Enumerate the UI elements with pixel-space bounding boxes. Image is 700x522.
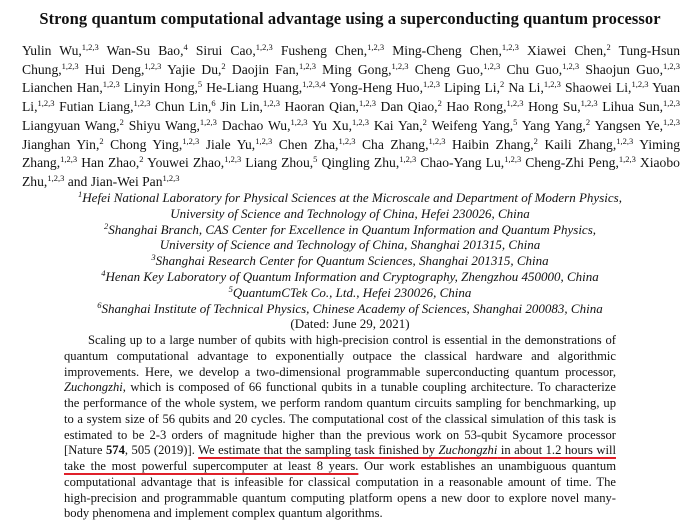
author-name: Chen Zha <box>278 136 336 152</box>
author-affiliation-marks: 1,2,3 <box>506 98 524 109</box>
author <box>506 62 579 77</box>
author <box>59 99 150 114</box>
author-affiliation-marks: 1,2,3 <box>37 98 55 109</box>
author <box>525 155 636 170</box>
author <box>22 118 124 133</box>
author <box>155 99 216 114</box>
author-separator: , <box>425 136 429 152</box>
author-name: Liang Zhou <box>245 155 310 171</box>
author-separator: , <box>363 43 368 58</box>
author-separator: , <box>140 61 145 77</box>
author-separator: , <box>419 80 423 96</box>
author-separator: , <box>58 61 62 77</box>
author <box>196 43 273 58</box>
author-name: Dachao Wu <box>221 117 288 133</box>
author-affiliation-marks: 1,2,3 <box>616 135 634 146</box>
author-separator: , <box>135 155 140 171</box>
author-name: Ming-Cheng Chen <box>392 43 499 58</box>
author-affiliation-marks: 1,2,3 <box>422 79 440 90</box>
author-affiliation-marks: 2 <box>585 116 591 127</box>
affiliation-line <box>0 237 700 253</box>
author-name: Yulin Wu <box>22 43 79 58</box>
author-affiliation-marks: 2 <box>437 98 442 109</box>
abstract <box>64 333 616 522</box>
author-name: Liping Li <box>444 80 497 96</box>
author-name: Hui Deng <box>84 61 141 77</box>
author <box>22 80 120 95</box>
author <box>585 62 680 77</box>
author <box>279 137 356 152</box>
author-separator: , <box>355 99 359 115</box>
author-name: Cheng-Zhi Peng <box>525 155 616 171</box>
author-separator: , <box>582 117 586 133</box>
author-name: Xiawei Chen <box>527 43 604 58</box>
author <box>206 80 325 95</box>
affiliation-number: 4 <box>101 267 106 278</box>
author-separator: , <box>558 61 563 77</box>
author-affiliation-marks: 1,2,3 <box>144 60 162 71</box>
author <box>281 43 384 58</box>
author <box>124 80 202 95</box>
journal-volume: 574 <box>105 443 125 458</box>
author <box>85 62 161 77</box>
affiliation-line <box>0 190 700 206</box>
author-affiliation-marks: 2 <box>499 79 505 90</box>
author <box>452 137 538 152</box>
author-affiliation-marks: 1,2,3 <box>102 79 120 90</box>
author-name: Hong Su <box>528 99 578 115</box>
author-affiliation-marks: 1,2,3 <box>562 60 580 71</box>
abstract-text-1: Scaling up to a large number of qubits with high-precision control is essential in the demonstrations of quantum computational advantage to exponentially outpace the classical hardware and algorithmic improvements. Here, we develop a two-dimensional programmable superconducting quantum processor, <box>64 333 616 379</box>
author-separator: , <box>503 99 507 115</box>
author <box>285 99 376 114</box>
author-name: Haibin Zhang <box>452 136 531 152</box>
author-affiliation-marks: 1,2,3 <box>224 154 242 165</box>
author <box>432 118 518 133</box>
author <box>81 155 143 170</box>
author-separator: , <box>479 61 484 77</box>
author <box>232 62 316 77</box>
author <box>446 99 523 114</box>
affiliation-text: Shanghai Branch, CAS Center for Excellence in Quantum Information and Quantum Physics, <box>108 221 597 237</box>
author <box>444 80 504 95</box>
author-name: Yong-Heng Huo <box>329 80 420 96</box>
author <box>374 118 427 133</box>
affiliation-number: 5 <box>228 283 233 294</box>
author <box>381 99 442 114</box>
author <box>528 99 598 114</box>
author-separator: , <box>628 80 632 96</box>
author-affiliation-marks: 1,2,3 <box>618 154 636 165</box>
author-name: Shaojun Guo <box>585 61 660 77</box>
author-affiliation-marks: 1,2,3 <box>367 42 385 52</box>
author-affiliation-marks: 1,2,3 <box>631 79 649 90</box>
author <box>312 118 369 133</box>
affiliation-line <box>0 253 700 269</box>
affiliation-number: 2 <box>103 220 109 231</box>
author-name: Chu Guo <box>506 61 559 77</box>
author-name: Jiale Yu <box>205 136 252 152</box>
author-affiliation-marks: 1,2,3 <box>504 154 522 165</box>
author-separator: , <box>295 61 299 77</box>
author-name: Wan-Su Bao <box>106 43 181 58</box>
author-name: Ming Gong <box>322 61 389 77</box>
author-separator: , <box>196 117 200 133</box>
author-name: Lihua Sun <box>602 99 660 115</box>
author-affiliation-marks: 1,2,3 <box>298 60 316 71</box>
author <box>222 118 308 133</box>
author-name: Shaowei Li <box>565 80 629 96</box>
author-separator: , <box>659 117 664 133</box>
affiliation-number: 1 <box>78 189 83 199</box>
author-separator: , <box>298 80 303 96</box>
author-affiliation-marks: 1,2,3 <box>199 116 217 127</box>
author-separator: , <box>99 80 103 96</box>
author-separator: , <box>500 155 505 171</box>
highlighted-processor-name: Zuchongzhi <box>438 443 498 458</box>
abstract-text-2: , which is composed of 66 functional qubits in a tunable coupling architecture. To characterize the performance of the whole system, we perform random quantum circuits sampling for benchmarking, up to a system size of 56 qubits and 20 cycles. The computational cost of the classical simulation of this task is estimated to be 2-3 orders of magnitude higher than the previous work on 53-qubit Sycamore processor [Nature <box>64 380 616 458</box>
author-separator: , <box>43 173 48 189</box>
author <box>167 62 226 77</box>
author-separator: , <box>419 117 423 133</box>
affiliations <box>0 190 700 332</box>
author-name: Yiming Zhang <box>22 136 681 171</box>
author-affiliation-marks: 1,2,3 <box>47 172 65 183</box>
author-name: Cheng Guo <box>414 61 480 77</box>
author-separator: , <box>496 80 500 96</box>
author-affiliation-marks: 1,2,3 <box>358 98 376 109</box>
author <box>220 99 280 114</box>
author <box>206 137 272 152</box>
author <box>22 137 104 152</box>
author-affiliation-marks: 6 <box>211 98 216 109</box>
author-name: Futian Liang <box>59 99 131 115</box>
author-affiliation-marks: 1,2,3 <box>351 116 369 127</box>
author-affiliation-marks: 2 <box>606 42 611 52</box>
author-separator: , <box>78 43 82 58</box>
author-affiliation-marks: 1,2,3 <box>391 60 409 71</box>
author-name: Jianghan Yin <box>22 136 96 152</box>
affiliation-text: University of Science and Technology of China, Shanghai 201315, China <box>159 237 541 253</box>
author-name: Chun Lin <box>155 99 208 115</box>
author-separator: , <box>335 136 339 152</box>
author <box>329 80 440 95</box>
highlighted-claim-end: in about 1.2 hours will take the most powerful supercomputer at least 8 years. <box>64 443 616 473</box>
author <box>107 43 188 58</box>
author <box>508 80 560 95</box>
affiliation-text: University of Science and Technology of China, Hefei 230026, China <box>170 205 530 221</box>
author-separator: , <box>498 43 502 58</box>
author <box>129 118 217 133</box>
author-separator: , <box>615 155 619 171</box>
author-name: He-Liang Huang <box>206 80 299 96</box>
author-affiliation-marks: 2 <box>221 60 226 71</box>
author-separator: , <box>180 43 184 58</box>
author-affiliation-marks: 1,2,3 <box>663 60 681 71</box>
author-separator: , <box>540 80 544 96</box>
affiliation-number: 6 <box>97 299 102 310</box>
author <box>415 62 501 77</box>
affiliation-line <box>0 301 700 317</box>
author-separator: , <box>577 99 581 115</box>
author <box>22 43 99 58</box>
author-name: Jin Lin <box>220 99 260 115</box>
author-separator: , <box>116 117 120 133</box>
author-affiliation-marks: 1,2,3 <box>580 98 598 109</box>
author-affiliation-marks: 5 <box>197 79 203 90</box>
author <box>595 118 681 133</box>
affiliation-text: QuantumCTek Co., Ltd., Hefei 230026, China <box>232 284 472 300</box>
abstract-text-4: Our work establishes an unambiguous quantum computational advantage that is infeasible for classical computation in a reasonable amount of time. The high-precision and programmable quantum computing platform opens a new door to explore novel many-body phenomena and implement complex quantum algorithms. <box>64 459 616 521</box>
author <box>322 62 408 77</box>
author-name: Liangyuan Wang <box>22 117 117 133</box>
author-name: Shiyu Wang <box>128 117 197 133</box>
author <box>110 137 199 152</box>
author-separator: , <box>348 117 352 133</box>
author-name: Xiaobo Zhu <box>22 155 680 189</box>
author-affiliation-marks: 1,2,3 <box>255 42 273 52</box>
author-separator: , <box>659 99 664 115</box>
affiliation-text: Hefei National Laboratory for Physical Sciences at the Microscale and Department of Modern Physics, <box>82 190 622 205</box>
author-separator: , <box>434 99 438 115</box>
author-separator: , <box>509 117 514 133</box>
author-name: Haoran Qian <box>284 99 356 115</box>
author-affiliation-marks: 1,2,3 <box>428 135 446 146</box>
affiliation-list <box>0 190 700 316</box>
author-separator: , <box>603 43 607 58</box>
author-separator: , <box>287 117 291 133</box>
author-name: Yang Yang <box>521 117 583 133</box>
author-affiliation-marks: 2 <box>139 154 144 165</box>
author-affiliation-marks: 1,2,3 <box>338 135 356 146</box>
affiliation-text: Henan Key Laboratory of Quantum Information and Cryptography, Zhengzhou 450000, China <box>105 268 599 284</box>
author-affiliation-marks: 5 <box>313 154 318 165</box>
author-affiliation-marks: 1,2,3 <box>663 98 681 109</box>
author <box>362 137 446 152</box>
author <box>420 155 521 170</box>
author-separator: , <box>259 99 263 115</box>
author-affiliation-marks: 2 <box>99 135 104 146</box>
author-name: Chao-Yang Lu <box>420 155 501 171</box>
author-name: Yangsen Ye <box>594 117 660 133</box>
author-name: Fusheng Chen <box>280 43 364 58</box>
author <box>68 174 180 189</box>
author <box>544 137 633 152</box>
affiliation-line <box>0 269 700 285</box>
author-name: Kai Yan <box>373 117 420 133</box>
affiliation-line <box>0 285 700 301</box>
author-name: Na Li <box>508 80 541 96</box>
author-affiliation-marks: 1,2,3 <box>61 60 79 71</box>
author-separator: , <box>34 99 38 115</box>
processor-name: Zuchongzhi <box>64 380 123 395</box>
author-affiliation-marks: 1,2,3 <box>501 42 519 52</box>
author <box>527 43 611 58</box>
author-affiliation-marks: 1,2,3 <box>663 116 681 127</box>
author-name: Youwei Zhao <box>147 155 221 171</box>
affiliation-line <box>0 206 700 222</box>
author-separator: , <box>208 99 212 115</box>
author-separator: , <box>218 61 222 77</box>
author-affiliation-marks: 2 <box>119 116 124 127</box>
author-separator: , <box>530 136 534 152</box>
author-separator: , <box>612 136 617 152</box>
author-affiliation-marks: 1,2,3,4 <box>302 79 326 90</box>
author-affiliation-marks: 1,2,3 <box>255 135 273 146</box>
author-separator: , <box>56 155 61 171</box>
author-affiliation-marks: 1,2,3 <box>290 116 308 127</box>
highlighted-claim-start: We estimate that the sampling task finished by <box>198 443 439 458</box>
author-separator: , <box>395 155 400 171</box>
author-separator: , <box>95 136 100 152</box>
author-name: Kaili Zhang <box>544 136 613 152</box>
author-affiliation-marks: 1,2,3 <box>543 79 561 90</box>
affiliation-text: Shanghai Institute of Technical Physics, Chinese Academy of Sciences, Shanghai 200083, China <box>101 300 603 316</box>
abstract-text-3: , 505 (2019)]. <box>124 443 199 458</box>
affiliation-number: 3 <box>151 252 156 263</box>
author-name: Yajie Du <box>167 61 219 77</box>
author-separator: , <box>194 80 198 96</box>
author-affiliation-marks: 1,2,3 <box>162 172 180 183</box>
author-separator: , <box>388 61 392 77</box>
author-affiliation-marks: 2 <box>422 116 427 127</box>
affiliation-text: Shanghai Research Center for Quantum Sciences, Shanghai 201315, China <box>155 253 549 269</box>
abstract-paragraph <box>64 333 616 522</box>
paper-date: (Dated: June 29, 2021) <box>290 316 410 332</box>
author-name: Han Zhao <box>81 155 136 171</box>
author <box>602 99 680 114</box>
author <box>245 155 317 170</box>
author-separator: , <box>251 136 256 152</box>
author <box>522 118 590 133</box>
author-name: Dan Qiao <box>380 99 435 115</box>
author-name: and Jian-Wei Pan <box>67 173 163 189</box>
author-affiliation-marks: 1,2,3 <box>182 135 200 146</box>
affiliation-line <box>0 222 700 238</box>
author-affiliation-marks: 1,2,3 <box>399 154 417 165</box>
author-name: Tung-Hsun Chung <box>22 43 681 77</box>
author-affiliation-marks: 1,2,3 <box>483 60 501 71</box>
author-name: Yu Xu <box>311 117 349 133</box>
author-name: Linyin Hong <box>123 80 195 96</box>
author-name: Daojin Fan <box>231 61 296 77</box>
author-affiliation-marks: 1,2,3 <box>81 42 99 52</box>
author-name: Lianchen Han <box>22 80 100 96</box>
author-separator: , <box>178 136 183 152</box>
author-name: Qingling Zhu <box>321 155 396 171</box>
author-name: Yuan Li <box>22 80 681 115</box>
author-affiliation-marks: 2 <box>533 135 538 146</box>
author <box>322 155 417 170</box>
author-name: Hao Rong <box>446 99 504 115</box>
author-affiliation-marks: 1,2,3 <box>133 98 151 109</box>
author <box>147 155 241 170</box>
author-list <box>22 42 680 192</box>
author-name: Sirui Cao <box>195 43 253 58</box>
author-affiliation-marks: 5 <box>513 116 518 127</box>
author-name: Cha Zhang <box>361 136 426 152</box>
author-name: Weifeng Yang <box>431 117 510 133</box>
author-separator: , <box>130 99 134 115</box>
author-affiliation-marks: 1,2,3 <box>262 98 280 109</box>
author-name: Chong Ying <box>110 136 179 152</box>
author-separator: , <box>252 43 256 58</box>
author-affiliation-marks: 4 <box>183 42 188 52</box>
author-separator: , <box>659 61 664 77</box>
paper-title: Strong quantum computational advantage using a superconducting quantum processor <box>39 9 661 28</box>
author-separator: , <box>220 155 225 171</box>
author-affiliation-marks: 1,2,3 <box>60 154 78 165</box>
author <box>392 43 519 58</box>
author <box>565 80 648 95</box>
author-separator: , <box>309 155 314 171</box>
